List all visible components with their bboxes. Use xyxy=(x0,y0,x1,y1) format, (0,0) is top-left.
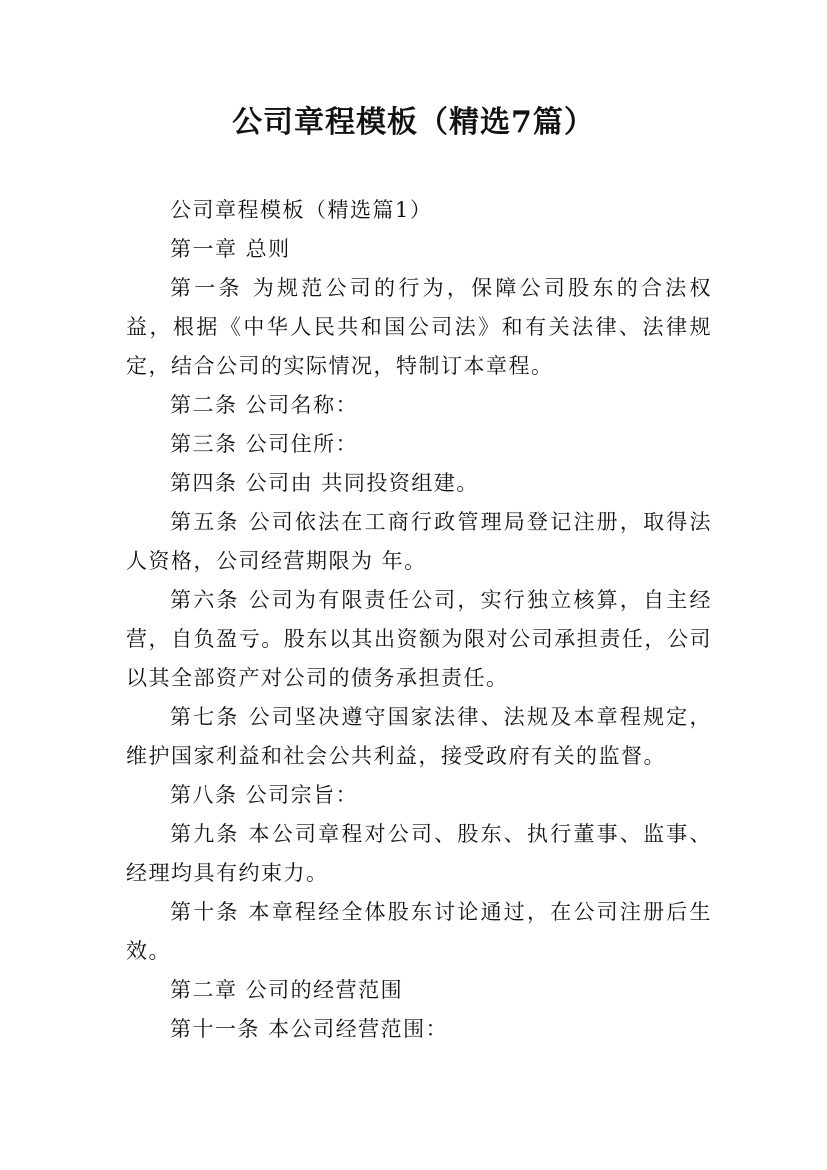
chapter-heading: 第二章 公司的经营范围 xyxy=(170,978,404,1002)
article-paragraph: 第二条 公司名称： xyxy=(170,393,359,417)
article-paragraph: 第五条 公司依法在工商行政管理局登记注册，取得法人资格，公司经营期限为 年。 xyxy=(126,510,712,573)
document-body xyxy=(126,191,712,1049)
article-paragraph: 第四条 公司由 共同投资组建。 xyxy=(170,471,479,495)
article-paragraph: 第八条 公司宗旨： xyxy=(170,783,359,807)
article-paragraph: 第三条 公司住所： xyxy=(170,432,359,456)
section-heading: 公司章程模板（精选篇1） xyxy=(170,198,433,222)
article-paragraph: 第十一条 本公司经营范围： xyxy=(170,1017,449,1041)
article-paragraph: 第六条 公司为有限责任公司，实行独立核算，自主经营，自负盈亏。股东以其出资额为限对公司承担责任，公司以其全部资产对公司的债务承担责任。 xyxy=(126,588,712,690)
chapter-heading: 第一章 总则 xyxy=(170,237,291,261)
document-title: 公司章程模板（精选7篇） xyxy=(232,105,595,140)
article-paragraph: 第七条 公司坚决遵守国家法律、法规及本章程规定，维护国家利益和社会公共利益，接受政府有关的监督。 xyxy=(126,705,712,768)
article-paragraph: 第九条 本公司章程对公司、股东、执行董事、监事、经理均具有约束力。 xyxy=(126,822,712,885)
article-paragraph: 第十条 本章程经全体股东讨论通过，在公司注册后生效。 xyxy=(126,900,712,963)
article-paragraph: 第一条 为规范公司的行为，保障公司股东的合法权益，根据《中华人民共和国公司法》和有关法律、法律规定，结合公司的实际情况，特制订本章程。 xyxy=(126,276,712,378)
